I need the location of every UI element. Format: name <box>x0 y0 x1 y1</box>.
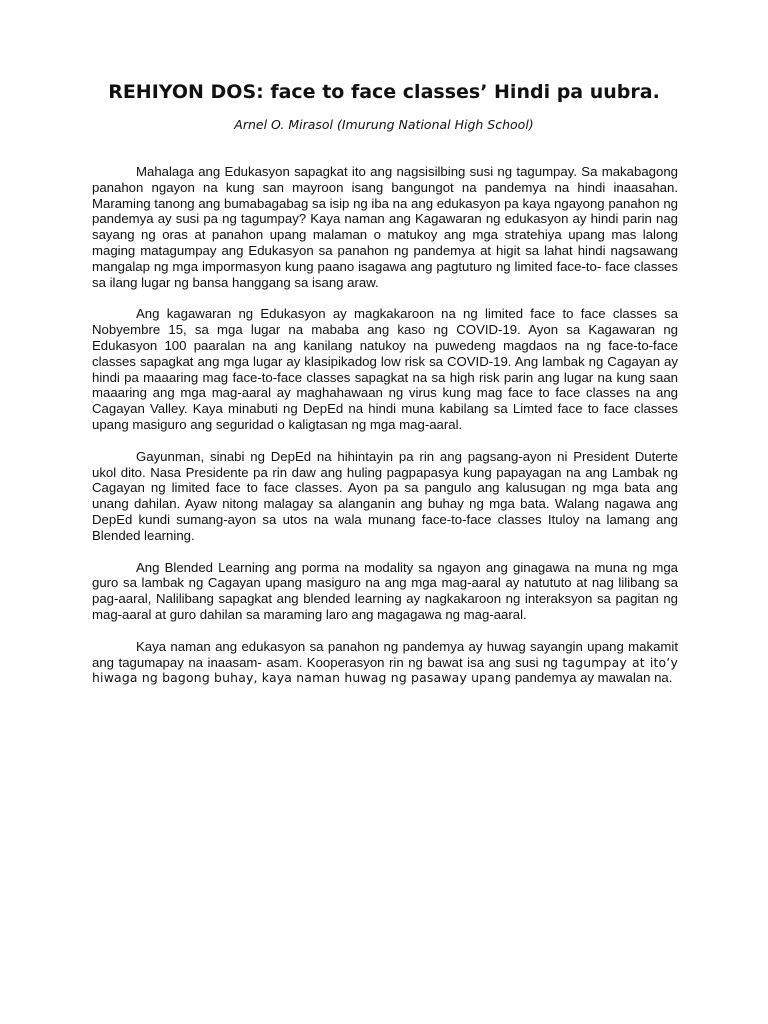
paragraph-5 <box>92 639 678 686</box>
paragraph-5-part-1: Kaya naman ang edukasyon sa panahon ng pandemya ay huwag sayangin upang makamit ang tagumapay na inaasam- asam. Kooperasyon rin ng bawat isa ang susi ng <box>92 638 678 670</box>
paragraph-4: Ang Blended Learning ang porma na modality sa ngayon ang ginagawa na muna ng mga guro sa lambak ng Cagayan upang masiguro na ang mga mag-aaral ay natututo at nag lilibang sa pag-aaral, Nalilibang sapagkat ang blended learning ay nagkakaroon ng interaksyon sa pagitan ng mag-aaral at guro dahilan sa maraming laro ang magagawa ng mag-aaral. <box>92 559 678 622</box>
paragraph-5-part-3: pandemya ay mawalan na. <box>511 670 673 686</box>
paragraph-5-part-2: tagumpay at ito’y hiwaga ng bagong buhay, kaya naman huwag ng pasaway upang <box>92 654 678 686</box>
article-body <box>92 164 678 702</box>
document-title: REHIYON DOS: face to face classes’ Hindi pa uubra. <box>108 81 660 103</box>
paragraph-1: Mahalaga ang Edukasyon sapagkat ito ang nagsisilbing susi ng tagumpay. Sa makabagong panahon ngayon na kung san mayroon isang bangungot na pandemya na hindi inaasahan. Maraming tanong ang bumabagabag sa isip ng iba na ang edukasyon pa kaya ngayong panahon ng pandemya ay susi pa ng tagumpay? Kaya naman ang Kagawaran ng edukasyon ay hindi parin nag sayang ng oras at panahon upang malaman o matukoy ang mga stratehiya upang mas lalong maging matagumpay ang Edukasyon sa panahon ng pandemya at higit sa lahat hindi nagsawang mangalap ng mga impormasyon kung paano isagawa ang pagtuturo ng limited face-to- face classes sa ilang lugar ng bansa hanggang sa isang araw. <box>92 164 678 290</box>
paragraph-2: Ang kagawaran ng Edukasyon ay magkakaroon na ng limited face to face classes sa Nobyembre 15, sa mga lugar na mababa ang kaso ng COVID-19. Ayon sa Kagawaran ng Edukasyon 100 paaralan na ang kanilang natukoy na puwedeng magdaos na ng face-to-face classes sapagkat ang mga lugar ay klasipikadog low risk sa COVID-19. Ang lambak ng Cagayan ay hindi pa maaaring mag face-to-face classes sapagkat na sa high risk parin ang lugar na kung saan maaaring ang mga mag-aaral ay maghahawaan ng virus kung mag face to face classes na ang Cagayan Valley. Kaya minabuti ng DepEd na hindi muna kabilang sa Limted face to face classes upang masiguro ang seguridad o kaligtasan ng mga mag-aaral. <box>92 306 678 432</box>
document-author: Arnel O. Mirasol (Imurung National High School) <box>234 117 534 132</box>
paragraph-3: Gayunman, sinabi ng DepEd na hihintayin pa rin ang pagsang-ayon ni President Duterte ukol dito. Nasa Presidente pa rin daw ang huling pagpapasya kung papayagan na ang Lambak ng Cagayan ng limited face to face classes. Ayon pa sa pangulo ang kalusugan ng mga bata ang unang dahilan. Ayaw nitong malagay sa alanganin ang buhay ng mga bata. Walang nagawa ang DepEd kundi sumang-ayon sa utos na wala munang face-to-face classes Ituloy na lamang ang Blended learning. <box>92 448 678 543</box>
